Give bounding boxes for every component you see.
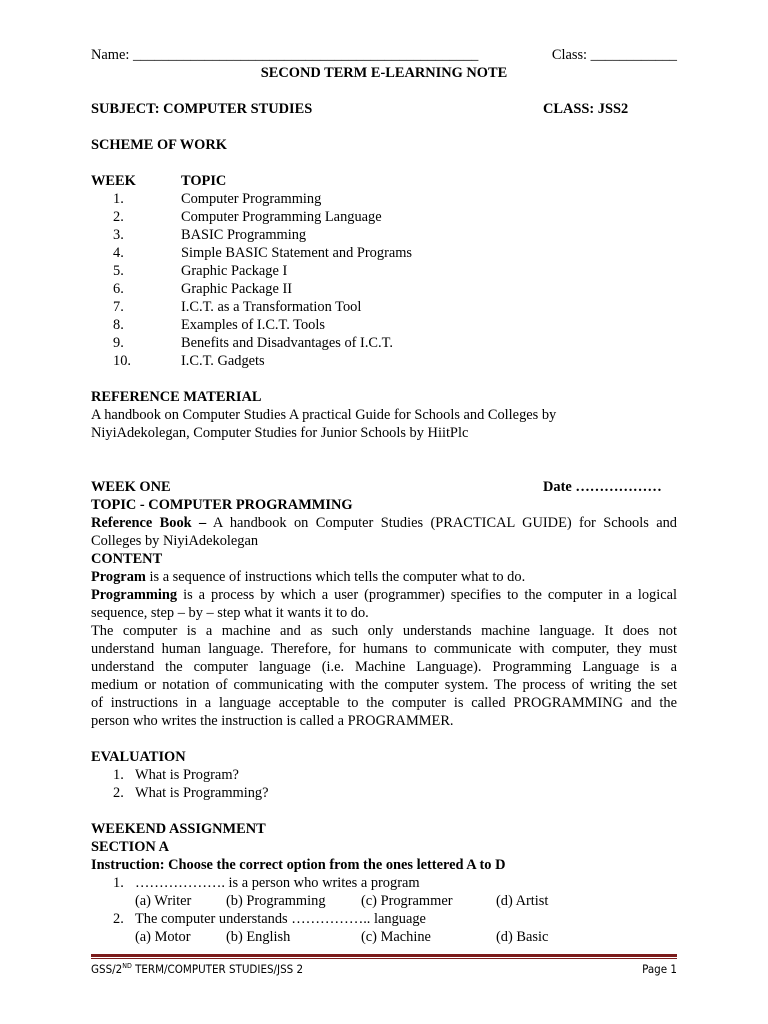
footer-code-superscript: ND	[122, 962, 132, 971]
week-number: 3.	[113, 227, 124, 243]
programming-definition-cont: sequence, step – by – step what it wants it to do.	[91, 605, 369, 621]
footer-course-code	[91, 962, 303, 976]
reference-book-line	[91, 514, 677, 532]
reference-line: NiyiAdekolegan, Computer Studies for Junior Schools by HiitPlc	[91, 425, 469, 441]
evaluation-item	[91, 784, 677, 802]
paragraph-line: of instructions in a language acceptable to the computer is called PROGRAMMING and the	[91, 695, 677, 711]
paragraph-line: medium or notation of communicating with the computer system. The process of writing the set	[91, 677, 677, 693]
option-d: (d) Artist	[496, 893, 549, 909]
week-number: 1.	[113, 191, 124, 207]
week-topic: I.C.T. as a Transformation Tool	[181, 299, 362, 315]
week-number: 4.	[113, 245, 124, 261]
date-label: Date ………………	[543, 479, 662, 495]
scheme-row	[91, 298, 677, 316]
document-title: SECOND TERM E-LEARNING NOTE	[260, 65, 508, 81]
paragraph-line: understand human language. Therefore, for humans to communicate with computer, they must	[91, 641, 677, 657]
week-number: 7.	[113, 299, 124, 315]
paragraph-line: The computer is a machine and as such only understands machine language. It does not	[91, 623, 677, 639]
footer-divider-thin	[91, 958, 677, 959]
reference-book-label: Reference Book –	[91, 515, 207, 531]
option-d: (d) Basic	[496, 929, 549, 945]
item-number: 2.	[113, 785, 124, 801]
assignment-heading: WEEKEND ASSIGNMENT	[91, 821, 266, 837]
scheme-row	[91, 316, 677, 334]
option-b: (b) English	[226, 929, 291, 945]
scheme-row	[91, 190, 677, 208]
reference-line: A handbook on Computer Studies A practical Guide for Schools and Colleges by	[91, 407, 557, 423]
scheme-row	[91, 208, 677, 226]
footer-code-suffix: TERM/COMPUTER STUDIES/JSS 2	[131, 962, 304, 976]
week-one-row	[91, 478, 677, 496]
week-topic: I.C.T. Gadgets	[181, 353, 265, 369]
name-field-label: Name: ________________________________________________	[91, 47, 479, 63]
scheme-row	[91, 226, 677, 244]
question-item	[91, 910, 677, 928]
option-a: (a) Writer	[135, 893, 192, 909]
footer-code-prefix: GSS/2	[91, 962, 123, 976]
item-number: 1.	[113, 767, 124, 783]
week-number: 5.	[113, 263, 124, 279]
footer-divider-thick	[91, 954, 677, 957]
programming-term: Programming	[91, 587, 178, 603]
subject-label: SUBJECT: COMPUTER STUDIES	[91, 101, 313, 117]
week-column-header: WEEK	[91, 173, 136, 189]
week-topic: Computer Programming	[181, 191, 322, 207]
week-topic: Graphic Package II	[181, 281, 293, 297]
week-topic: BASIC Programming	[181, 227, 307, 243]
week-number: 10.	[113, 353, 131, 369]
content-heading: CONTENT	[91, 551, 163, 567]
evaluation-heading: EVALUATION	[91, 749, 186, 765]
week-number: 8.	[113, 317, 124, 333]
week-number: 9.	[113, 335, 124, 351]
question-number: 2.	[113, 911, 124, 927]
question-text: ………………. is a person who writes a program	[135, 875, 420, 891]
option-c: (c) Programmer	[361, 893, 453, 909]
page-footer	[91, 962, 677, 978]
option-a: (a) Motor	[135, 929, 191, 945]
option-b: (b) Programming	[226, 893, 326, 909]
programming-text: is a process by which a user (programmer) specifies to the computer in a logical	[183, 587, 677, 603]
week-topic: Examples of I.C.T. Tools	[181, 317, 325, 333]
week-topic: Graphic Package I	[181, 263, 288, 279]
instruction-line: Instruction: Choose the correct option from the ones lettered A to D	[91, 857, 506, 873]
question-options	[91, 928, 677, 946]
question-item	[91, 874, 677, 892]
item-text: What is Programming?	[135, 785, 269, 801]
program-definition	[91, 568, 677, 586]
page-number: Page 1	[642, 962, 677, 976]
scheme-heading: SCHEME OF WORK	[91, 137, 227, 153]
content-paragraph	[91, 622, 677, 730]
scheme-row	[91, 334, 677, 352]
week-number: 6.	[113, 281, 124, 297]
question-options	[91, 892, 677, 910]
evaluation-item	[91, 766, 677, 784]
scheme-header-row	[91, 172, 677, 190]
scheme-row	[91, 244, 677, 262]
week-topic: Simple BASIC Statement and Programs	[181, 245, 413, 261]
program-term: Program	[91, 569, 146, 585]
programming-definition	[91, 586, 677, 604]
reference-book-line: Colleges by NiyiAdekolegan	[91, 533, 259, 549]
question-number: 1.	[113, 875, 124, 891]
subject-row	[91, 100, 677, 118]
class-field-label: Class: ____________	[551, 47, 677, 63]
program-text: is a sequence of instructions which tells the computer what to do.	[149, 569, 526, 585]
scheme-row	[91, 262, 677, 280]
week-number: 2.	[113, 209, 124, 225]
reference-book-text: A handbook on Computer Studies (PRACTICAL GUIDE) for Schools and	[212, 515, 677, 531]
question-text: The computer understands …………….. language	[135, 911, 426, 927]
class-label: CLASS: JSS2	[543, 101, 629, 117]
week-one-topic: TOPIC - COMPUTER PROGRAMMING	[91, 497, 353, 513]
week-one-label: WEEK ONE	[91, 479, 171, 495]
header-row	[91, 46, 677, 64]
scheme-row	[91, 280, 677, 298]
scheme-list	[91, 190, 677, 370]
paragraph-line: person who writes the instruction is called a PROGRAMMER.	[91, 713, 454, 729]
scheme-row	[91, 352, 677, 370]
week-topic: Benefits and Disadvantages of I.C.T.	[181, 335, 393, 351]
option-c: (c) Machine	[361, 929, 431, 945]
topic-column-header: TOPIC	[181, 173, 227, 189]
reference-heading: REFERENCE MATERIAL	[91, 389, 262, 405]
paragraph-line: understand the computer language (i.e. Machine Language). Programming Language is a	[91, 659, 677, 675]
week-topic: Computer Programming Language	[181, 209, 382, 225]
document-page	[91, 46, 677, 946]
item-text: What is Program?	[135, 767, 239, 783]
section-heading: SECTION A	[91, 839, 169, 855]
